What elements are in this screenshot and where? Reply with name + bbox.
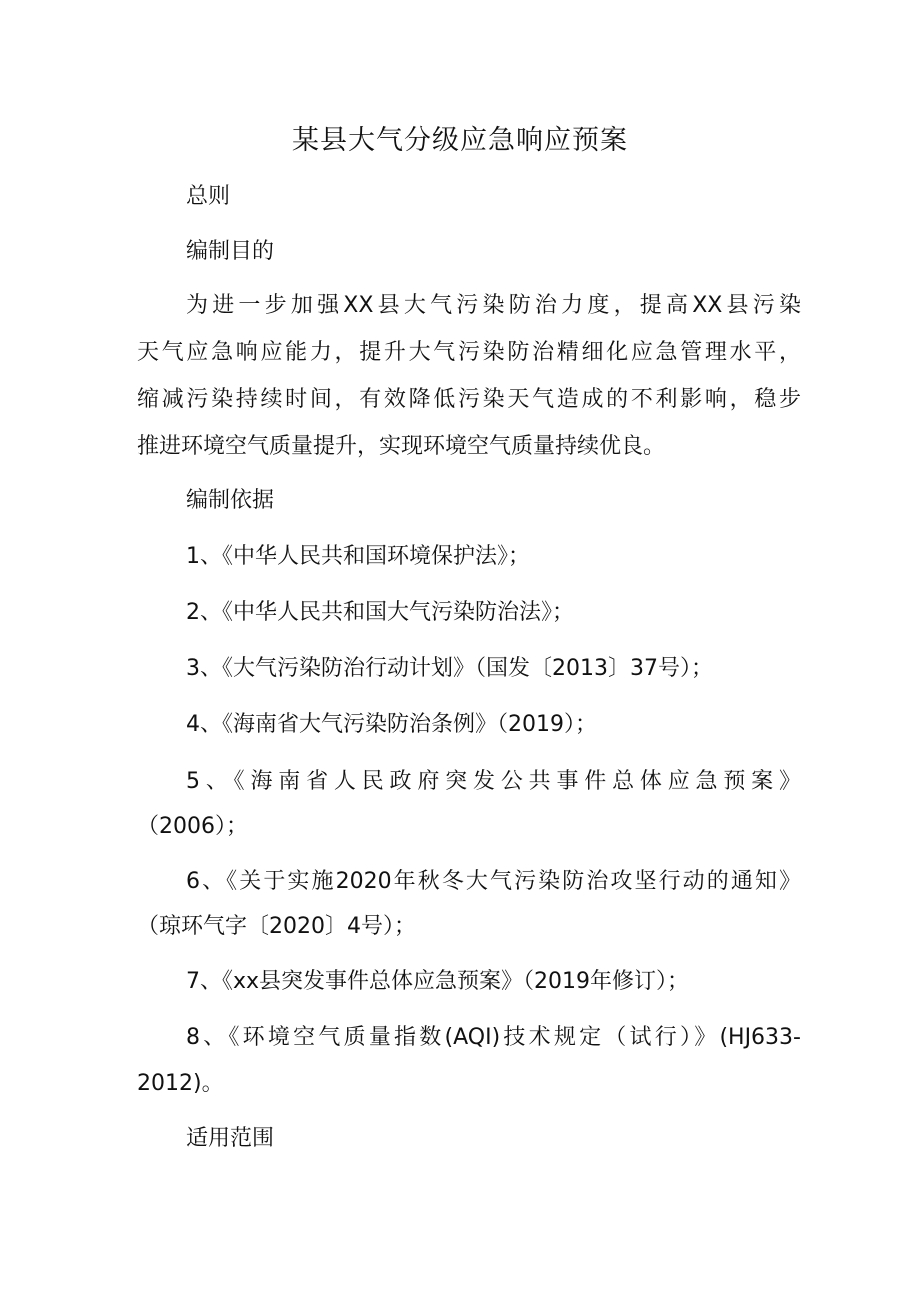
basis-item-1: 1、《中华人民共和国环境保护法》； — [186, 544, 530, 569]
purpose-line-3: 缩减污染持续时间，有效降低污染天气造成的不利影响，稳步 — [137, 387, 801, 412]
basis-item-5-cont: （2006）； — [137, 814, 248, 839]
basis-item-2: 2、《中华人民共和国大气污染防治法》； — [186, 600, 574, 625]
basis-item-6: 6、《关于实施2020年秋冬大气污染防治攻坚行动的通知》 — [186, 869, 801, 894]
heading-purpose: 编制目的 — [186, 239, 275, 264]
purpose-line-4: 推进环境空气质量提升，实现环境空气质量持续优良。 — [137, 434, 666, 459]
basis-item-7: 7、《xx县突发事件总体应急预案》（2019年修订）； — [186, 969, 690, 994]
purpose-line-1: 为进一步加强XX县大气污染防治力度，提高XX县污染 — [186, 293, 801, 318]
basis-item-6-cont: （琼环气字〔2020〕4号）； — [137, 914, 416, 939]
heading-scope: 适用范围 — [186, 1126, 275, 1151]
basis-item-8: 8、《环境空气质量指数(AQI)技术规定（试行）》(HJ633- — [186, 1025, 801, 1050]
purpose-line-2: 天气应急响应能力，提升大气污染防治精细化应急管理水平， — [137, 340, 801, 365]
basis-item-4: 4、《海南省大气污染防治条例》（2019）； — [186, 712, 597, 737]
heading-general: 总则 — [186, 184, 231, 209]
basis-item-3: 3、《大气污染防治行动计划》（国发〔2013〕37号）； — [186, 656, 713, 681]
heading-basis: 编制依据 — [186, 488, 275, 513]
basis-item-8-cont: 2012)。 — [137, 1071, 224, 1096]
basis-item-5: 5、《海南省人民政府突发公共事件总体应急预案》 — [186, 769, 801, 794]
document-title: 某县大气分级应急响应预案 — [292, 125, 628, 156]
